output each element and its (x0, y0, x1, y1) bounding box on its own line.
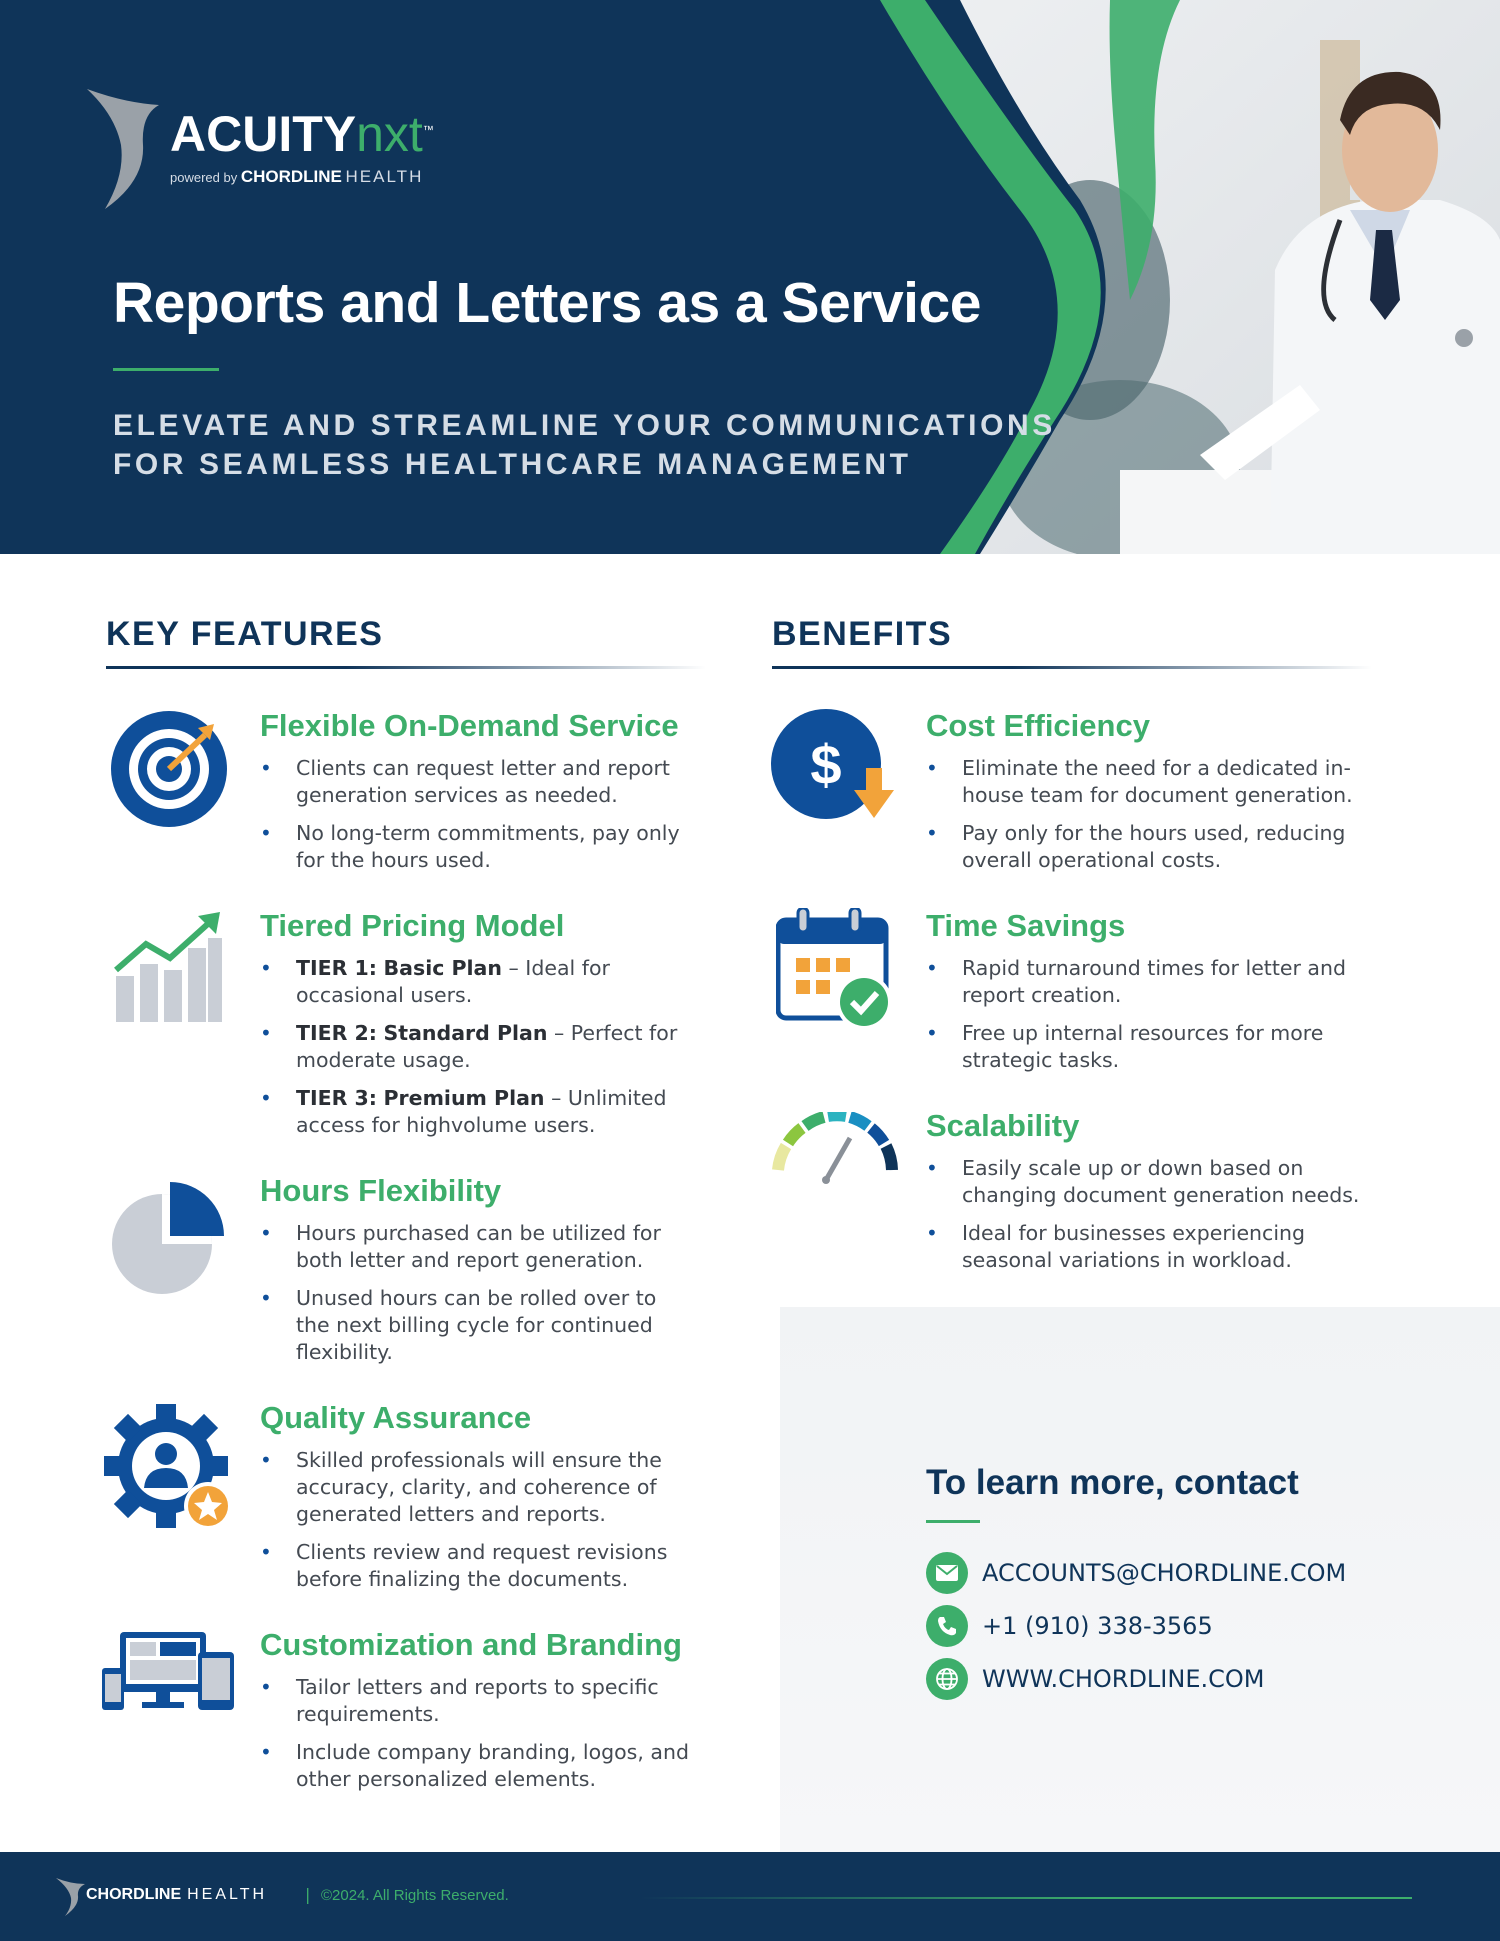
benefits-rule (772, 666, 1372, 669)
dollar-down-icon (770, 708, 898, 820)
svg-text:$: $ (810, 733, 842, 796)
list-item: • Ideal for businesses experiencing seasonal variations in workload. (926, 1220, 1376, 1274)
gauge-icon (768, 1112, 900, 1184)
list-item: • Hours purchased can be utilized for both letter and report generation. (260, 1220, 680, 1274)
list-item: • No long-term commitments, pay only for the hours used. (260, 820, 705, 874)
growth-chart-icon (112, 912, 224, 1024)
feature-title-flexible-service: Flexible On-Demand Service (260, 708, 679, 743)
list-item: • Tailor letters and reports to specific requirements. (260, 1674, 705, 1728)
list-item: • TIER 1: Basic Plan – Ideal for occasional users. (260, 955, 705, 1009)
footer (0, 1852, 1500, 1941)
list-item: • Rapid turnaround times for letter and report creation. (926, 955, 1376, 1009)
page-title: Reports and Letters as a Service (113, 271, 981, 335)
footer-brand: CHORDLINE HEALTH (86, 1886, 268, 1903)
list-item: • Pay only for the hours used, reducing overall operational costs. (926, 820, 1376, 874)
gear-user-star-icon (104, 1404, 236, 1534)
list-item: • Easily scale up or down based on changing document generation needs. (926, 1155, 1376, 1209)
contact-title: To learn more, contact (926, 1463, 1299, 1502)
feature-bullets-quality-assurance (260, 1447, 705, 1604)
feature-bullets-customization-branding (260, 1674, 705, 1804)
contact-phone-text[interactable]: +1 (910) 338-3565 (982, 1612, 1213, 1640)
list-item: • Clients can request letter and report generation services as needed. (260, 755, 705, 809)
logo-wordmark: ACUITYnxt™ (170, 106, 434, 162)
list-item: • TIER 2: Standard Plan – Perfect for moderate usage. (260, 1020, 705, 1074)
contact-underline (926, 1520, 980, 1523)
key-features-heading: KEY FEATURES (106, 615, 384, 653)
benefit-bullets-time-savings (926, 955, 1376, 1085)
benefit-bullets-cost-efficiency (926, 755, 1376, 885)
list-item: • Free up internal resources for more strategic tasks. (926, 1020, 1376, 1074)
benefit-title-scalability: Scalability (926, 1108, 1080, 1143)
acuity-nxt-logo (85, 85, 505, 215)
list-item: • Clients review and request revisions before finalizing the documents. (260, 1539, 705, 1593)
feature-bullets-flexible-service (260, 755, 705, 885)
contact-email[interactable] (926, 1551, 1346, 1595)
devices-icon (102, 1630, 236, 1712)
key-features-rule (106, 666, 706, 669)
logo-powered-by: powered by CHORDLINE HEALTH (170, 167, 424, 186)
list-item: • Skilled professionals will ensure the accuracy, clarity, and coherence of generated letters and reports. (260, 1447, 705, 1528)
list-item: • Eliminate the need for a dedicated in-house team for document generation. (926, 755, 1376, 809)
mail-icon (926, 1552, 968, 1594)
list-item: • Include company branding, logos, and other personalized elements. (260, 1739, 705, 1793)
list-item: • TIER 3: Premium Plan – Unlimited access for highvolume users. (260, 1085, 705, 1139)
feature-title-quality-assurance: Quality Assurance (260, 1400, 532, 1435)
feature-title-tiered-pricing: Tiered Pricing Model (260, 908, 565, 943)
globe-icon (926, 1658, 968, 1700)
page-subtitle: ELEVATE AND STREAMLINE YOUR COMMUNICATIONS FOR SEAMLESS HEALTHCARE MANAGEMENT (113, 409, 1056, 481)
contact-website[interactable] (926, 1657, 1264, 1701)
list-item: • Unused hours can be rolled over to the next billing cycle for continued flexibility. (260, 1285, 680, 1366)
pie-chart-icon (110, 1180, 228, 1298)
contact-email-text[interactable]: ACCOUNTS@CHORDLINE.COM (982, 1559, 1347, 1587)
target-icon (110, 710, 228, 828)
benefit-title-time-savings: Time Savings (926, 908, 1126, 943)
logo-swoosh-icon (85, 85, 165, 215)
contact-phone[interactable] (926, 1604, 1213, 1648)
title-underline (113, 368, 219, 371)
footer-separator: | (305, 1885, 311, 1904)
feature-title-customization-branding: Customization and Branding (260, 1627, 682, 1662)
footer-copyright: ©2024. All Rights Reserved. (321, 1887, 509, 1904)
benefits-heading: BENEFITS (772, 615, 953, 653)
footer-divider (640, 1897, 1412, 1899)
benefit-bullets-scalability (926, 1155, 1376, 1285)
feature-bullets-hours-flexibility (260, 1220, 680, 1377)
benefit-title-cost-efficiency: Cost Efficiency (926, 708, 1150, 743)
hero-banner (0, 0, 1500, 554)
phone-icon (926, 1605, 968, 1647)
feature-bullets-tiered-pricing (260, 955, 705, 1150)
contact-website-text[interactable]: WWW.CHORDLINE.COM (982, 1665, 1265, 1693)
feature-title-hours-flexibility: Hours Flexibility (260, 1173, 502, 1208)
calendar-check-icon (776, 908, 898, 1032)
